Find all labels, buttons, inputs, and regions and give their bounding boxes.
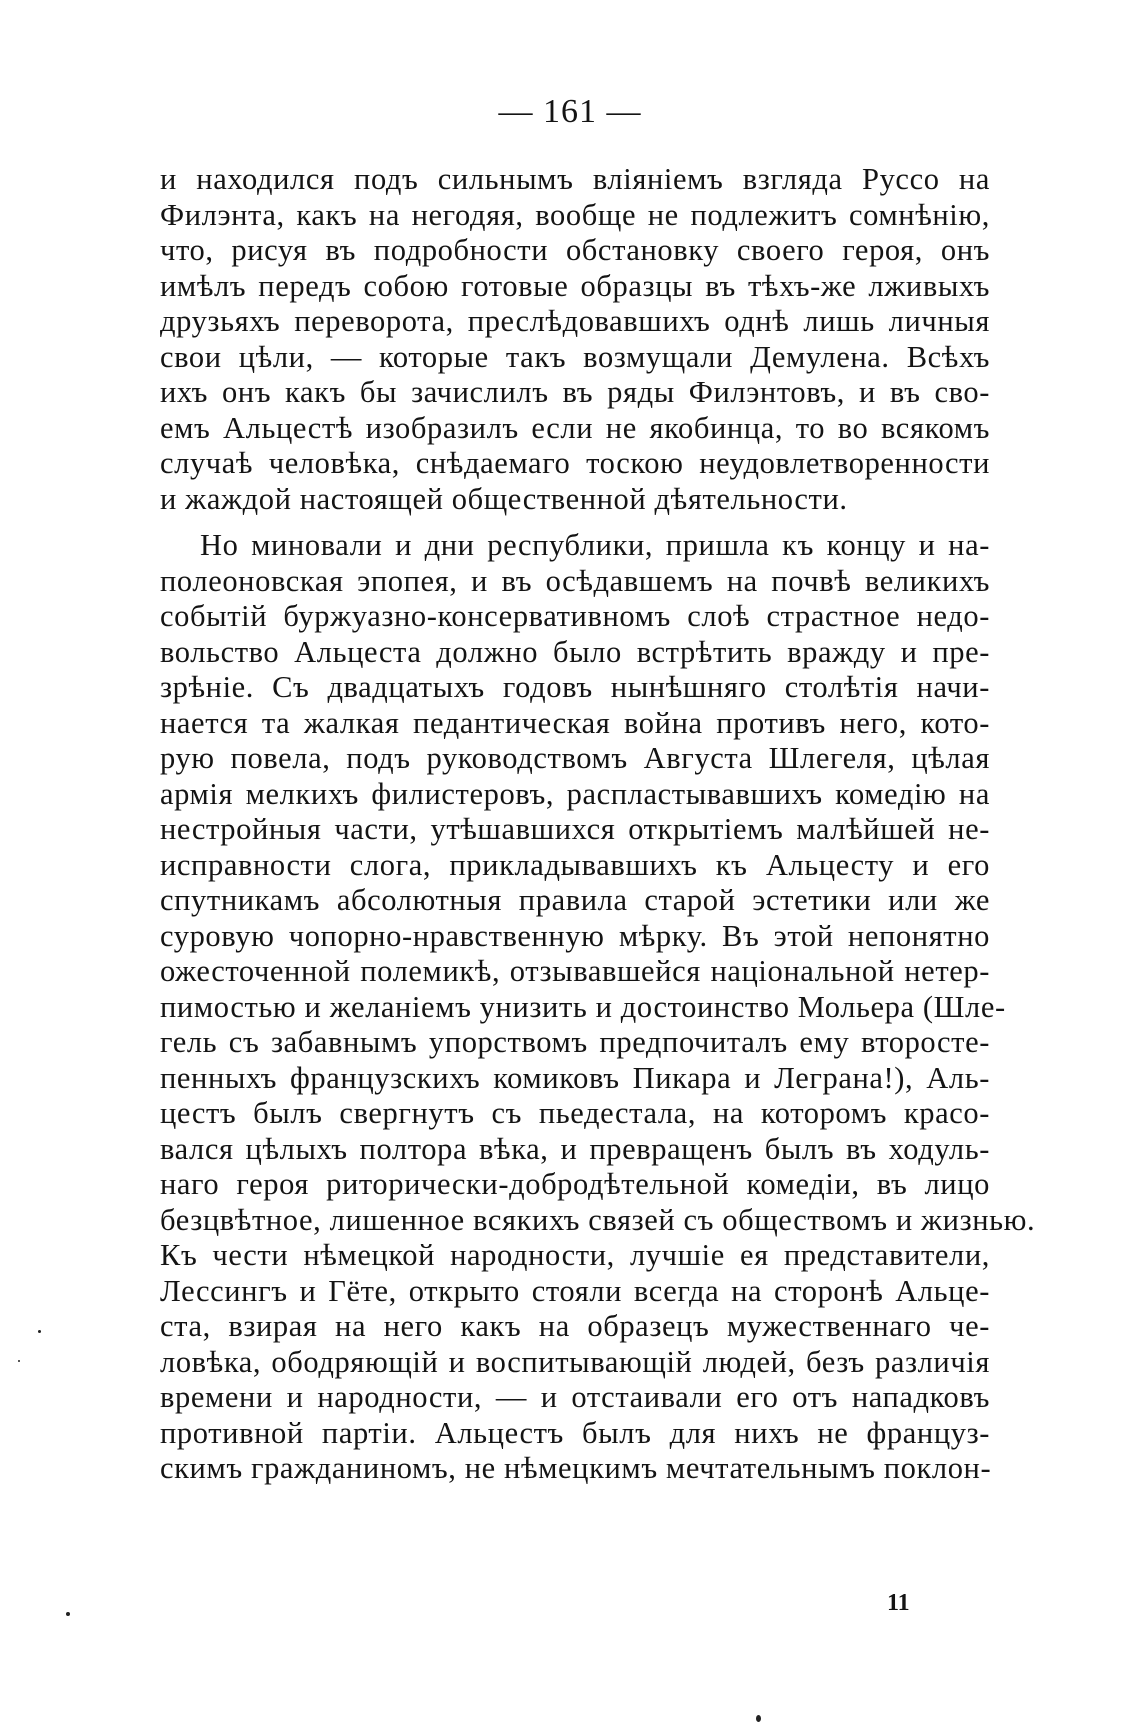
text-line: случаѣ человѣка, снѣдаемаго тоскою неудовлетворенности: [160, 446, 990, 480]
paragraph-2: [160, 528, 1036, 1487]
text-line: Къ чести нѣмецкой народности, лучшіе ея представители,: [160, 1238, 990, 1272]
text-line: наго героя риторически-добродѣтельной комедіи, въ лицо: [160, 1167, 990, 1201]
scan-speck: [756, 1715, 761, 1722]
text-line: противной партіи. Альцестъ былъ для нихъ не француз-: [160, 1415, 990, 1450]
text-line: зрѣніе. Съ двадцатыхъ годовъ нынѣшняго столѣтія начи-: [160, 670, 990, 704]
text-line: армія мелкихъ филистеровъ, распластывавшихъ комедію на: [160, 776, 990, 811]
text-line: друзьяхъ переворота, преслѣдовавшихъ однѣ лишь личныя: [160, 304, 990, 338]
text-line: цестъ былъ свергнутъ съ пьедестала, на которомъ красо-: [160, 1096, 990, 1130]
text-line: рую повела, подъ руководствомъ Августа Шлегеля, цѣлая: [160, 741, 990, 775]
text-line: и находился подъ сильнымъ вліяніемъ взгляда Руссо на: [160, 162, 990, 196]
text-line: спутникамъ абсолютныя правила старой эстетики или же: [160, 883, 990, 917]
text-line: вольство Альцеста должно было встрѣтить вражду и пре-: [160, 634, 990, 669]
text-line: емъ Альцестѣ изобразилъ если не якобинца, то во всякомъ: [160, 410, 990, 445]
text-line: пенныхъ французскихъ комиковъ Пикара и Леграна!), Аль-: [160, 1060, 990, 1095]
paragraph-1: [160, 162, 990, 517]
page-number: — 161 —: [498, 93, 642, 130]
text-line: свои цѣли, — которые такъ возмущали Демулена. Всѣхъ: [160, 339, 990, 374]
text-line: Лессингъ и Гёте, открыто стояли всегда на сторонѣ Альце-: [160, 1273, 990, 1308]
text-line: что, рисуя въ подробности обстановку своего героя, онъ: [160, 233, 990, 267]
text-line: ловѣка, ободряющій и воспитывающій людей, безъ различія: [160, 1344, 990, 1379]
printer-signature-mark: 11: [887, 1590, 910, 1616]
text-line: вался цѣлыхъ полтора вѣка, и превращенъ былъ въ ходуль-: [160, 1131, 990, 1166]
text-line: имѣлъ передъ собою готовые образцы въ тѣхъ-же лживыхъ: [160, 268, 990, 303]
text-line: исправности слога, прикладывавшихъ къ Альцесту и его: [160, 847, 990, 882]
text-line: гель съ забавнымъ упорствомъ предпочиталъ ему второсте-: [160, 1025, 990, 1059]
text-line: ихъ онъ какъ бы зачислилъ въ ряды Филэнтовъ, и въ сво-: [160, 375, 990, 409]
text-line: пимостью и желаніемъ унизить и достоинство Мольера (Шле-: [160, 989, 1006, 1024]
text-line: суровую чопорно-нравственную мѣрку. Въ этой непонятно: [160, 918, 990, 953]
text-line: ожесточенной полемикѣ, отзывавшейся національной нетер-: [160, 954, 990, 988]
text-line: Филэнта, какъ на негодяя, вообще не подлежитъ сомнѣнію,: [160, 197, 990, 232]
text-line: нестройныя части, утѣшавшихся открытіемъ малѣйшей не-: [160, 812, 990, 846]
text-line: скимъ гражданиномъ, не нѣмецкимъ мечтательнымъ поклон-: [160, 1451, 992, 1485]
scan-speck: [66, 1612, 70, 1616]
text-line: полеоновская эпопея, и въ осѣдавшемъ на почвѣ великихъ: [160, 563, 990, 598]
text-line: ста, взирая на него какъ на образецъ мужественнаго че-: [160, 1309, 990, 1343]
scan-speck: [18, 1360, 20, 1362]
text-line: безцвѣтное, лишенное всякихъ связей съ обществомъ и жизнью.: [160, 1202, 1036, 1237]
text-line: времени и народности, — и отстаивали его отъ нападковъ: [160, 1380, 990, 1414]
text-line: событій буржуазно-консервативномъ слоѣ страстное недо-: [160, 599, 990, 633]
text-line: и жаждой настоящей общественной дѣятельности.: [160, 481, 848, 516]
text-line: Но миновали и дни республики, пришла къ концу и на-: [200, 528, 990, 562]
text-line: нается та жалкая педантическая война противъ него, кото-: [160, 705, 990, 740]
scan-speck: [38, 1330, 41, 1333]
